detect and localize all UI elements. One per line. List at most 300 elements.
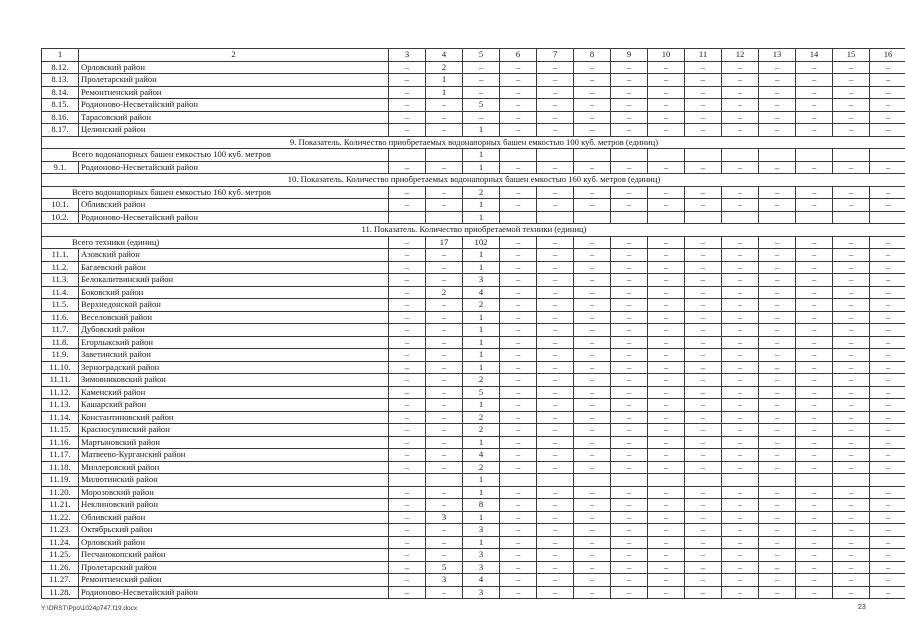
district-name: Милютинский район <box>79 474 389 487</box>
table-row <box>42 74 905 87</box>
value-cell: – <box>870 349 905 362</box>
value-cell: – <box>537 324 574 337</box>
value-cell: – <box>611 199 648 212</box>
value-cell: 3 <box>426 511 463 524</box>
value-cell: – <box>722 436 759 449</box>
value-cell: 2 <box>463 374 500 387</box>
value-cell: – <box>870 449 905 462</box>
value-cell: 4 <box>463 574 500 587</box>
value-cell: – <box>833 436 870 449</box>
value-cell: – <box>537 561 574 574</box>
table-row <box>42 249 905 262</box>
value-cell: – <box>870 524 905 537</box>
row-number: 11.27. <box>42 574 79 587</box>
value-cell: – <box>833 111 870 124</box>
value-cell: – <box>389 349 426 362</box>
row-number: 11.4. <box>42 286 79 299</box>
value-cell: – <box>426 299 463 312</box>
value-cell: – <box>685 99 722 112</box>
value-cell: – <box>722 299 759 312</box>
value-cell: – <box>389 61 426 74</box>
district-name: Обливский район <box>79 511 389 524</box>
row-number: 8.14. <box>42 86 79 99</box>
value-cell: – <box>833 411 870 424</box>
value-cell: – <box>500 186 537 199</box>
value-cell <box>648 474 685 487</box>
value-cell: – <box>796 249 833 262</box>
value-cell: 3 <box>463 524 500 537</box>
value-cell: 1 <box>463 324 500 337</box>
value-cell: – <box>389 236 426 249</box>
header-cell: 15 <box>833 49 870 62</box>
table-row <box>42 199 905 212</box>
value-cell: – <box>759 499 796 512</box>
district-name: Мартыновский район <box>79 436 389 449</box>
value-cell: – <box>833 424 870 437</box>
section-row <box>42 136 905 149</box>
value-cell: – <box>759 486 796 499</box>
value-cell: – <box>796 499 833 512</box>
table-row <box>42 499 905 512</box>
value-cell: 1 <box>463 124 500 137</box>
value-cell <box>759 211 796 224</box>
value-cell: – <box>796 324 833 337</box>
value-cell: – <box>685 336 722 349</box>
value-cell: – <box>389 161 426 174</box>
value-cell: – <box>537 199 574 212</box>
table-row <box>42 261 905 274</box>
value-cell: – <box>796 86 833 99</box>
value-cell: – <box>537 436 574 449</box>
table-row <box>42 561 905 574</box>
value-cell: – <box>500 74 537 87</box>
value-cell <box>426 211 463 224</box>
value-cell: – <box>574 236 611 249</box>
value-cell: – <box>500 111 537 124</box>
value-cell: – <box>722 361 759 374</box>
value-cell: – <box>796 511 833 524</box>
value-cell: – <box>389 324 426 337</box>
value-cell: 1 <box>426 86 463 99</box>
value-cell: – <box>426 436 463 449</box>
header-cell: 14 <box>796 49 833 62</box>
value-cell: – <box>389 286 426 299</box>
value-cell: – <box>426 386 463 399</box>
value-cell: – <box>537 311 574 324</box>
row-number: 8.15. <box>42 99 79 112</box>
value-cell: – <box>648 236 685 249</box>
value-cell: – <box>833 361 870 374</box>
table-row <box>42 61 905 74</box>
value-cell: – <box>537 86 574 99</box>
value-cell: – <box>648 561 685 574</box>
value-cell: – <box>574 461 611 474</box>
value-cell: – <box>574 249 611 262</box>
value-cell: – <box>833 561 870 574</box>
value-cell: – <box>574 186 611 199</box>
value-cell: – <box>574 561 611 574</box>
value-cell: – <box>759 261 796 274</box>
value-cell: – <box>796 536 833 549</box>
value-cell: – <box>648 374 685 387</box>
district-name: Ремонтненский район <box>79 86 389 99</box>
value-cell: – <box>574 299 611 312</box>
value-cell: – <box>648 436 685 449</box>
value-cell: – <box>574 524 611 537</box>
value-cell: 4 <box>463 286 500 299</box>
district-name: Обливский район <box>79 199 389 212</box>
value-cell: – <box>500 236 537 249</box>
value-cell: – <box>611 436 648 449</box>
row-number: 11.14. <box>42 411 79 424</box>
value-cell: 5 <box>463 99 500 112</box>
value-cell: – <box>685 436 722 449</box>
value-cell: – <box>500 86 537 99</box>
value-cell: – <box>833 574 870 587</box>
value-cell: – <box>870 161 905 174</box>
value-cell: – <box>648 74 685 87</box>
value-cell: – <box>426 499 463 512</box>
value-cell: – <box>500 361 537 374</box>
value-cell: – <box>722 386 759 399</box>
value-cell: – <box>796 561 833 574</box>
value-cell: – <box>870 486 905 499</box>
district-name: Ремонтненский район <box>79 574 389 587</box>
value-cell: – <box>611 574 648 587</box>
value-cell: – <box>685 349 722 362</box>
value-cell: – <box>759 349 796 362</box>
value-cell <box>389 474 426 487</box>
value-cell: – <box>537 111 574 124</box>
value-cell: – <box>833 249 870 262</box>
value-cell: – <box>426 536 463 549</box>
row-number: 11.16. <box>42 436 79 449</box>
value-cell: – <box>722 99 759 112</box>
value-cell: – <box>574 436 611 449</box>
value-cell <box>574 211 611 224</box>
header-cell: 6 <box>500 49 537 62</box>
value-cell: – <box>759 324 796 337</box>
table-row <box>42 424 905 437</box>
value-cell: – <box>611 399 648 412</box>
value-cell: 1 <box>463 249 500 262</box>
value-cell: – <box>722 286 759 299</box>
value-cell: – <box>870 461 905 474</box>
value-cell: – <box>796 236 833 249</box>
section-row <box>42 174 905 187</box>
value-cell: – <box>537 99 574 112</box>
value-cell <box>685 149 722 162</box>
value-cell: – <box>759 449 796 462</box>
value-cell: – <box>648 586 685 599</box>
value-cell: – <box>685 111 722 124</box>
value-cell: – <box>685 486 722 499</box>
value-cell: – <box>685 536 722 549</box>
table-row <box>42 299 905 312</box>
value-cell: – <box>611 486 648 499</box>
value-cell: – <box>463 111 500 124</box>
row-number: 11.1. <box>42 249 79 262</box>
value-cell: – <box>500 299 537 312</box>
value-cell: – <box>389 361 426 374</box>
value-cell: – <box>833 311 870 324</box>
row-number: 8.12. <box>42 61 79 74</box>
value-cell: 3 <box>426 574 463 587</box>
value-cell: – <box>648 461 685 474</box>
value-cell: – <box>759 299 796 312</box>
data-table <box>41 48 905 599</box>
value-cell: – <box>870 286 905 299</box>
value-cell: – <box>722 61 759 74</box>
value-cell: – <box>648 161 685 174</box>
value-cell: 2 <box>463 411 500 424</box>
value-cell: – <box>574 499 611 512</box>
table-row <box>42 411 905 424</box>
value-cell: – <box>685 586 722 599</box>
value-cell: 8 <box>463 499 500 512</box>
value-cell: – <box>759 361 796 374</box>
value-cell: – <box>611 74 648 87</box>
value-cell: – <box>870 236 905 249</box>
value-cell: – <box>500 524 537 537</box>
value-cell: 3 <box>463 586 500 599</box>
row-number: 11.13. <box>42 399 79 412</box>
value-cell: – <box>611 549 648 562</box>
value-cell: – <box>796 586 833 599</box>
value-cell: – <box>648 186 685 199</box>
row-number: 11.28. <box>42 586 79 599</box>
value-cell: – <box>500 274 537 287</box>
value-cell: – <box>870 374 905 387</box>
value-cell: – <box>796 99 833 112</box>
table-row <box>42 399 905 412</box>
value-cell: 1 <box>463 486 500 499</box>
value-cell <box>574 149 611 162</box>
value-cell: – <box>537 424 574 437</box>
value-cell <box>796 474 833 487</box>
value-cell: – <box>833 261 870 274</box>
value-cell: – <box>500 199 537 212</box>
table-row <box>42 286 905 299</box>
value-cell: – <box>500 536 537 549</box>
value-cell: – <box>611 286 648 299</box>
value-cell: 1 <box>463 149 500 162</box>
value-cell: – <box>574 274 611 287</box>
value-cell: – <box>426 124 463 137</box>
value-cell: – <box>759 124 796 137</box>
value-cell: – <box>611 561 648 574</box>
district-name: Родионово-Несветайский район <box>79 161 389 174</box>
value-cell: – <box>833 99 870 112</box>
value-cell: – <box>685 461 722 474</box>
value-cell: – <box>648 511 685 524</box>
value-cell: – <box>870 111 905 124</box>
total-label: Всего водонапорных башен емкостью 100 куб. метров <box>42 149 389 162</box>
value-cell: 2 <box>463 299 500 312</box>
value-cell: – <box>389 574 426 587</box>
value-cell <box>389 149 426 162</box>
value-cell: – <box>796 336 833 349</box>
value-cell: – <box>389 249 426 262</box>
value-cell: – <box>833 511 870 524</box>
value-cell: – <box>722 411 759 424</box>
value-cell: – <box>648 124 685 137</box>
value-cell: – <box>870 511 905 524</box>
value-cell: – <box>833 536 870 549</box>
value-cell: – <box>870 311 905 324</box>
value-cell <box>833 474 870 487</box>
value-cell: – <box>500 461 537 474</box>
value-cell: – <box>685 86 722 99</box>
value-cell: 1 <box>463 361 500 374</box>
value-cell: – <box>611 124 648 137</box>
value-cell: – <box>759 161 796 174</box>
value-cell: – <box>796 124 833 137</box>
value-cell: 1 <box>426 74 463 87</box>
value-cell: – <box>648 486 685 499</box>
value-cell: 2 <box>463 424 500 437</box>
value-cell: – <box>611 411 648 424</box>
value-cell: – <box>537 186 574 199</box>
district-name: Каменский район <box>79 386 389 399</box>
value-cell: – <box>574 424 611 437</box>
value-cell: – <box>722 586 759 599</box>
district-name: Неклиновский район <box>79 499 389 512</box>
value-cell: – <box>574 324 611 337</box>
value-cell: – <box>833 499 870 512</box>
value-cell: 1 <box>463 336 500 349</box>
value-cell: – <box>833 399 870 412</box>
value-cell: – <box>389 399 426 412</box>
value-cell: – <box>870 186 905 199</box>
value-cell: – <box>574 336 611 349</box>
value-cell: – <box>722 161 759 174</box>
row-number: 10.2. <box>42 211 79 224</box>
table-row <box>42 486 905 499</box>
value-cell: – <box>574 86 611 99</box>
value-cell: – <box>685 524 722 537</box>
value-cell: 17 <box>426 236 463 249</box>
value-cell: – <box>389 386 426 399</box>
value-cell: – <box>648 411 685 424</box>
row-number: 11.17. <box>42 449 79 462</box>
value-cell: – <box>611 386 648 399</box>
value-cell: – <box>611 311 648 324</box>
value-cell: – <box>833 449 870 462</box>
value-cell: 3 <box>463 549 500 562</box>
header-cell: 8 <box>574 49 611 62</box>
value-cell: – <box>500 449 537 462</box>
value-cell: – <box>722 511 759 524</box>
value-cell: – <box>796 399 833 412</box>
value-cell: – <box>426 461 463 474</box>
value-cell <box>500 474 537 487</box>
value-cell: – <box>426 249 463 262</box>
value-cell: 1 <box>463 399 500 412</box>
value-cell: – <box>574 374 611 387</box>
value-cell: – <box>759 424 796 437</box>
table-row <box>42 436 905 449</box>
value-cell: 5 <box>463 386 500 399</box>
table-row <box>42 549 905 562</box>
value-cell: – <box>796 374 833 387</box>
value-cell <box>574 474 611 487</box>
value-cell: – <box>389 261 426 274</box>
value-cell: – <box>759 236 796 249</box>
value-cell: – <box>759 274 796 287</box>
value-cell: – <box>870 299 905 312</box>
value-cell: – <box>685 74 722 87</box>
value-cell: – <box>426 161 463 174</box>
value-cell: – <box>426 336 463 349</box>
value-cell: – <box>796 199 833 212</box>
value-cell: – <box>537 574 574 587</box>
value-cell: – <box>796 549 833 562</box>
value-cell: – <box>722 124 759 137</box>
value-cell: – <box>500 249 537 262</box>
value-cell: – <box>389 74 426 87</box>
page-number: 23 <box>858 604 866 611</box>
value-cell: – <box>870 399 905 412</box>
value-cell: – <box>648 536 685 549</box>
district-name: Родионово-Несветайский район <box>79 586 389 599</box>
value-cell: – <box>796 524 833 537</box>
value-cell: – <box>537 286 574 299</box>
value-cell: – <box>796 61 833 74</box>
table-row <box>42 124 905 137</box>
value-cell: – <box>500 99 537 112</box>
value-cell: – <box>685 511 722 524</box>
table-row <box>42 111 905 124</box>
district-name: Дубовский район <box>79 324 389 337</box>
value-cell: – <box>537 349 574 362</box>
value-cell <box>796 149 833 162</box>
table-row <box>42 511 905 524</box>
value-cell: – <box>833 524 870 537</box>
table-row <box>42 536 905 549</box>
value-cell: – <box>759 386 796 399</box>
total-row <box>42 186 905 199</box>
value-cell <box>389 211 426 224</box>
district-name: Октябрьский район <box>79 524 389 537</box>
value-cell: – <box>833 186 870 199</box>
value-cell: – <box>500 549 537 562</box>
table-row <box>42 386 905 399</box>
header-cell: 13 <box>759 49 796 62</box>
table-row <box>42 336 905 349</box>
value-cell: – <box>648 549 685 562</box>
value-cell <box>722 211 759 224</box>
value-cell: – <box>870 199 905 212</box>
value-cell: – <box>648 86 685 99</box>
value-cell: – <box>685 361 722 374</box>
district-name: Орловский район <box>79 536 389 549</box>
value-cell: – <box>833 299 870 312</box>
district-name: Песчанокопский район <box>79 549 389 562</box>
value-cell: – <box>870 86 905 99</box>
value-cell: – <box>574 111 611 124</box>
value-cell: – <box>537 61 574 74</box>
row-number: 11.10. <box>42 361 79 374</box>
value-cell <box>648 149 685 162</box>
value-cell: – <box>759 586 796 599</box>
value-cell: – <box>759 86 796 99</box>
value-cell: – <box>722 236 759 249</box>
value-cell: – <box>500 399 537 412</box>
value-cell: – <box>537 299 574 312</box>
value-cell: – <box>685 61 722 74</box>
row-number: 11.25. <box>42 549 79 562</box>
